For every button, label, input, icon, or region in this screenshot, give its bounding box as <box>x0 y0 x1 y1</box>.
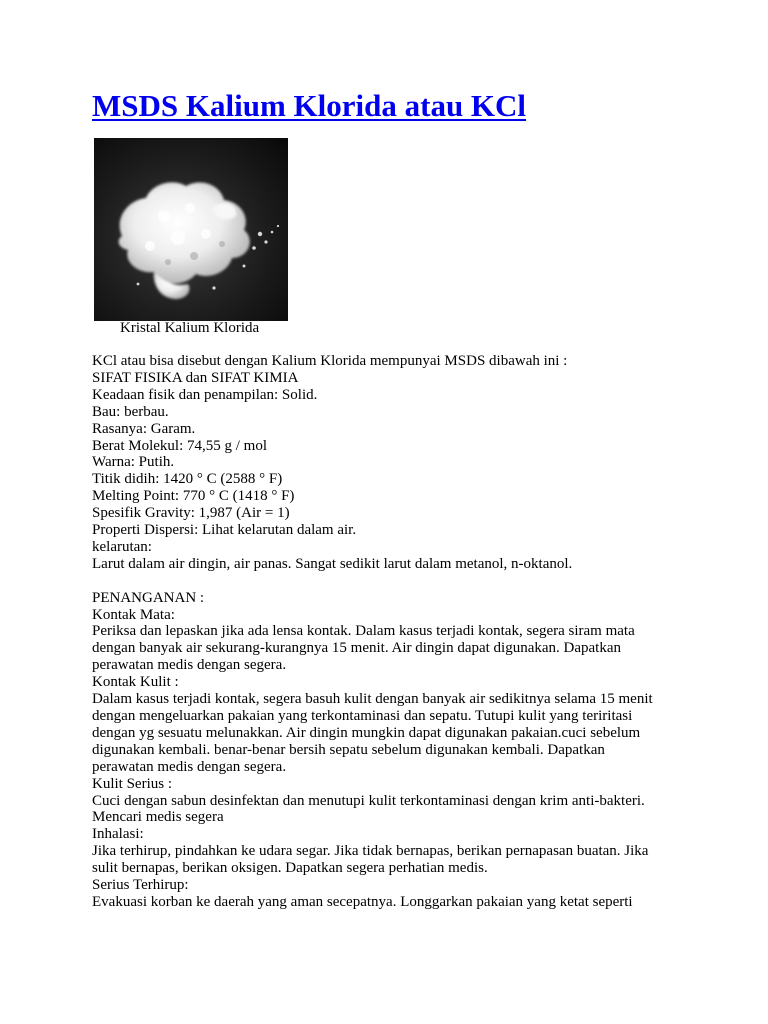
text-line: perawatan medis dengan segera. <box>92 758 287 775</box>
text-line: Berat Molekul: 74,55 g / mol <box>92 437 267 454</box>
text-line: Keadaan fisik dan penampilan: Solid. <box>92 386 318 403</box>
text-line: dengan mengeluarkan pakaian yang terkontaminasi dan sepatu. Tutupi kulit yang teriritasi <box>92 708 633 725</box>
text-line: Rasanya: Garam. <box>92 420 196 437</box>
text-line: Serius Terhirup: <box>92 877 189 894</box>
text-line: KCl atau bisa disebut dengan Kalium Klorida mempunyai MSDS dibawah ini : <box>92 353 568 369</box>
text-line: Kontak Mata: <box>92 606 175 623</box>
text-line: Properti Dispersi: Lihat kelarutan dalam air. <box>92 522 357 539</box>
text-line: Titik didih: 1420 ° C (2588 ° F) <box>92 471 283 488</box>
text-line: Mencari medis segera <box>92 809 224 826</box>
image-caption: Kristal Kalium Klorida <box>120 320 260 336</box>
text-line: PENANGANAN : <box>92 589 205 606</box>
text-line: Kulit Serius : <box>92 775 173 792</box>
text-line: dengan banyak air sekurang-kurangnya 15 menit. Air dingin dapat digunakan. Dapatkan <box>92 640 622 657</box>
text-line: digunakan kembali. benar-benar bersih sepatu sebelum digunakan kembali. Dapatkan <box>92 741 605 758</box>
crystal-photo <box>94 138 288 321</box>
text-line: dengan yg sesuatu melunakkan. Air dingin mungkin dapat digunakan pakaian.cuci sebelum <box>92 724 641 741</box>
text-line <box>92 573 702 590</box>
text-line: SIFAT FISIKA dan SIFAT KIMIA <box>92 369 299 386</box>
text-line: Larut dalam air dingin, air panas. Sangat sedikit larut dalam metanol, n-oktanol. <box>92 555 573 572</box>
page-title-link[interactable]: MSDS Kalium Klorida atau KCl <box>92 88 527 123</box>
text-line: Melting Point: 770 ° C (1418 ° F) <box>92 488 295 505</box>
text-line: Kontak Kulit : <box>92 674 179 691</box>
text-line: Periksa dan lepaskan jika ada lensa kontak. Dalam kasus terjadi kontak, segera siram mata <box>92 623 635 640</box>
text-line: Cuci dengan sabun desinfektan dan menutupi kulit terkontaminasi dengan krim anti-bakteri. <box>92 792 645 809</box>
text-line: Inhalasi: <box>92 826 144 843</box>
text-line: perawatan medis dengan segera. <box>92 657 287 674</box>
msds-body-text <box>92 353 702 911</box>
text-line: Warna: Putih. <box>92 454 175 471</box>
text-line: Jika terhirup, pindahkan ke udara segar. Jika tidak bernapas, berikan pernapasan buatan. Jika <box>92 843 649 860</box>
text-line: sulit bernapas, berikan oksigen. Dapatkan segera perhatian medis. <box>92 860 488 877</box>
text-line: Bau: berbau. <box>92 403 169 420</box>
text-line: Spesifik Gravity: 1,987 (Air = 1) <box>92 505 290 522</box>
text-line: Dalam kasus terjadi kontak, segera basuh kulit dengan banyak air sedikitnya selama 15 menit <box>92 691 653 708</box>
text-line: kelarutan: <box>92 538 152 555</box>
text-line: Evakuasi korban ke daerah yang aman secepatnya. Longgarkan pakaian yang ketat seperti <box>92 893 633 910</box>
